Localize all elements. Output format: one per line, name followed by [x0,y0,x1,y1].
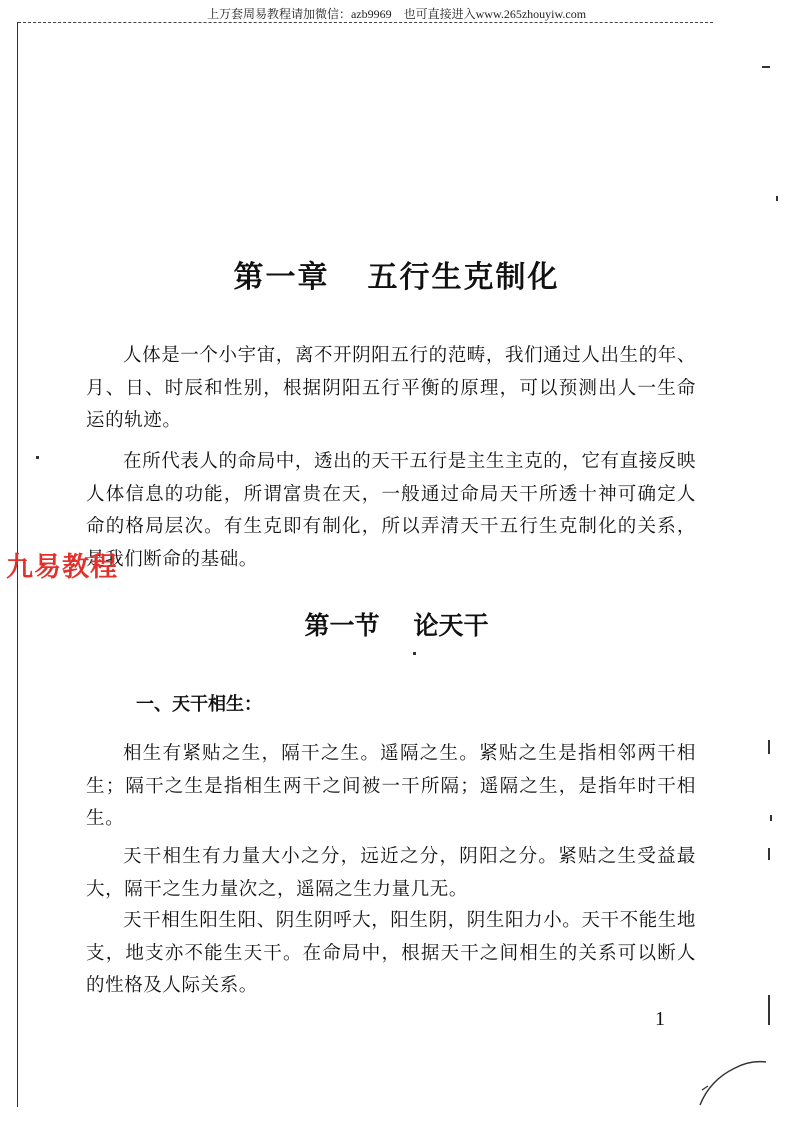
body-paragraph: 天干相生阳生阳、阴生阴呼大，阳生阴，阴生阳力小。天干不能生地支，地支亦不能生天干。在命局中，根据天干之间相生的关系可以断人的性格及人际关系。 [86,910,697,996]
scan-artifact [768,995,770,1025]
scan-artifact [36,456,39,459]
page-number: 1 [655,1008,665,1030]
scan-artifact [776,196,778,201]
chapter-title [0,252,793,296]
body-paragraph: 天干相生有力量大小之分，远近之分，阴阳之分。紧贴之生受益最大，隔干之生力量次之，遥隔之生力量几无。 [86,846,696,900]
scan-artifact [768,740,770,754]
scan-artifact [413,652,416,655]
watermark-logo: 九易教程 [6,552,118,583]
scan-artifact [770,815,772,821]
section-number: 第一节 [304,611,380,640]
top-banner: 上万套周易教程请加微信：azb9969 也可直接进入www.265zhouyiw.com [206,7,587,21]
subsection-heading: 一、天干相生： [136,694,262,715]
intro-paragraph: 在所代表人的命局中，透出的天干五行是主生主克的，它有直接反映人体信息的功能，所谓富贵在天，一般通过命局天干所透十神可确定人命的格局层次。有生克即有制化，所以弄清天干五行生克制化的关系，是我们断命的基础。 [86,451,697,570]
scan-artifact [762,66,770,68]
header-rule [18,22,713,23]
page-curl-mark [690,1050,770,1110]
body-paragraph: 相生有紧贴之生，隔干之生。遥隔之生。紧贴之生是指相邻两干相生；隔干之生是指相生两干之间被一干所隔；遥隔之生，是指年时干相生。 [86,743,696,829]
scan-artifact [768,848,770,860]
section-title [0,606,793,642]
chapter-number: 第一章 [233,260,330,295]
chapter-name: 五行生克制化 [367,260,560,295]
intro-paragraph: 人体是一个小宇宙，离不开阴阳五行的范畴，我们通过人出生的年、月、日、时辰和性别，根据阴阳五行平衡的原理，可以预测出人一生命运的轨迹。 [86,345,697,431]
section-name: 论天干 [413,611,489,640]
